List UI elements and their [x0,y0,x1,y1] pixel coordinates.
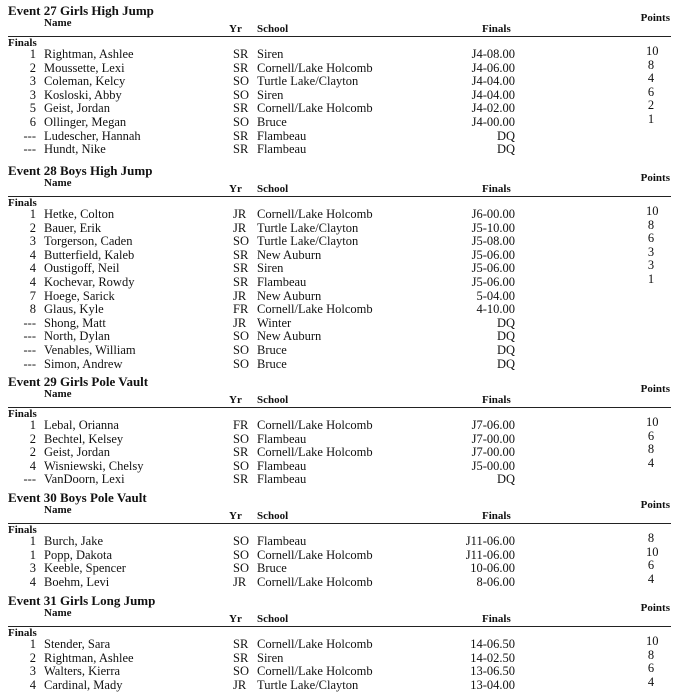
finals-mark: J11-06.00 [465,547,515,562]
place-cell: 4 [29,574,36,589]
header-divider [8,196,671,197]
place-cell: --- [23,142,36,157]
school-name: Cornell/Lake Holcomb [257,664,373,679]
header-divider [8,523,671,524]
place-cell: 4 [29,275,36,289]
school-name: Flambeau [257,431,307,446]
athlete-name: Geist, Jordan [44,445,110,460]
place-cell: --- [23,315,36,330]
header-divider [8,407,671,408]
header-divider [8,626,671,627]
points-value: 8 [647,57,655,72]
athlete-name: Keeble, Spencer [44,561,126,576]
points-value: 8 [647,531,655,545]
result-row [0,130,679,144]
school-name: Bruce [257,115,287,129]
column-header-school: School [257,613,289,625]
athlete-name: Kochevar, Rowdy [44,275,135,289]
event-title: Event 27 Girls High Jump [8,3,154,18]
school-name: Turtle Lake/Clayton [257,220,359,235]
place-cell: 5 [29,101,36,116]
place-cell: 4 [29,677,36,692]
points-value: 6 [647,84,655,99]
school-name: Cornell/Lake Holcomb [257,302,373,317]
athlete-name: Rightman, Ashlee [44,47,134,61]
column-header-school: School [257,183,289,195]
class-year: SR [233,101,249,116]
class-year: SR [233,47,249,61]
place-cell: 6 [29,115,36,129]
result-row [0,531,679,549]
athlete-name: Hundt, Nike [44,142,106,157]
athlete-name: Ludescher, Hannah [44,128,141,143]
place-cell: 2 [29,445,36,460]
finals-mark: J5-06.00 [471,247,515,262]
class-year: SO [233,356,249,371]
result-row [0,674,679,693]
finals-mark: J11-06.00 [465,534,515,548]
school-name: New Auburn [257,247,322,262]
finals-mark: J7-00.00 [471,431,515,446]
athlete-name: Moussette, Lexi [44,60,125,75]
athlete-name: Hetke, Colton [44,207,115,221]
school-name: Bruce [257,356,287,371]
athlete-name: Butterfield, Kaleb [44,247,135,262]
result-row [0,317,679,331]
column-header-name: Name [44,388,72,400]
column-header-name: Name [44,17,72,29]
athlete-name: Cardinal, Mady [44,677,123,692]
place-cell: 4 [29,261,36,276]
result-row [0,84,679,103]
place-cell: 1 [29,207,36,221]
column-header-name: Name [44,504,72,516]
finals-mark: 4-10.00 [476,302,515,317]
result-row [0,143,679,157]
column-header-points: Points [640,602,670,614]
result-row [0,71,679,89]
finals-mark: DQ [496,329,515,344]
column-header-yr: Yr [229,23,242,35]
place-cell: 4 [29,458,36,473]
finals-mark: J7-06.00 [471,418,515,432]
result-row [0,272,679,290]
column-header-finals: Finals [482,613,511,625]
finals-mark: J5-00.00 [471,458,515,473]
result-row [0,544,679,563]
header-divider [8,36,671,37]
place-cell: --- [23,472,36,487]
place-cell: 2 [29,650,36,665]
athlete-name: Glaus, Kyle [44,302,104,317]
round-label: Finals [8,408,37,420]
result-row [0,244,679,263]
column-header-finals: Finals [482,183,511,195]
athlete-name: Venables, William [44,343,136,357]
result-row [0,231,679,249]
finals-mark: J4-00.00 [471,115,515,129]
school-name: Bruce [257,561,287,576]
result-row [0,455,679,474]
result-row [0,558,679,576]
finals-mark: J4-02.00 [471,101,515,116]
result-row [0,303,679,317]
column-header-school: School [257,23,289,35]
result-row [0,57,679,76]
school-name: Cornell/Lake Holcomb [257,637,373,651]
class-year: SR [233,472,249,487]
school-name: Turtle Lake/Clayton [257,677,359,692]
points-value: 3 [647,244,655,259]
points-value: 4 [647,571,655,586]
class-year: JR [233,574,247,589]
school-name: Flambeau [257,128,307,143]
athlete-name: Torgerson, Caden [44,234,133,249]
place-cell: 1 [29,547,36,562]
athlete-name: Ollinger, Megan [44,115,127,129]
column-header-school: School [257,510,289,522]
athlete-name: Rightman, Ashlee [44,650,134,665]
school-name: Flambeau [257,534,307,548]
finals-mark: J4-04.00 [471,87,515,102]
place-cell: 3 [29,234,36,249]
class-year: JR [233,288,247,303]
class-year: SO [233,329,249,344]
class-year: JR [233,315,247,330]
place-cell: --- [23,356,36,371]
school-name: Cornell/Lake Holcomb [257,418,373,432]
column-header-finals: Finals [482,510,511,522]
points-value: 8 [647,217,655,232]
class-year: SO [233,115,249,129]
result-row [0,661,679,679]
finals-mark: J5-10.00 [471,220,515,235]
finals-mark: 13-04.00 [470,677,515,692]
result-row [0,473,679,487]
finals-mark: 14-02.50 [470,650,515,665]
place-cell: 1 [29,637,36,651]
finals-mark: J5-06.00 [471,261,515,276]
class-year: FR [233,302,249,317]
finals-mark: J7-00.00 [471,445,515,460]
class-year: SO [233,74,249,89]
points-value: 8 [647,442,655,457]
result-row [0,344,679,358]
school-name: Cornell/Lake Holcomb [257,101,373,116]
class-year: SO [233,87,249,102]
points-value: 2 [647,98,655,113]
points-value: 1 [647,112,655,126]
place-cell: 3 [29,561,36,576]
finals-mark: DQ [496,315,515,330]
points-value: 4 [647,455,655,470]
class-year: SO [233,343,249,357]
result-row [0,634,679,652]
points-value: 6 [647,558,655,573]
points-value: 10 [646,634,659,648]
place-cell: 7 [29,288,36,303]
place-cell: --- [23,128,36,143]
class-year: SR [233,637,249,651]
class-year: SO [233,234,249,249]
athlete-name: VanDoorn, Lexi [44,472,125,487]
school-name: Cornell/Lake Holcomb [257,207,373,221]
school-name: New Auburn [257,288,322,303]
school-name: Turtle Lake/Clayton [257,74,359,89]
athlete-name: Oustigoff, Neil [44,261,120,276]
result-row [0,647,679,666]
result-row [0,98,679,116]
event-title: Event 28 Boys High Jump [8,163,153,178]
finals-mark: DQ [496,356,515,371]
athlete-name: Bechtel, Kelsey [44,431,124,446]
class-year: JR [233,677,247,692]
column-header-yr: Yr [229,183,242,195]
finals-mark: 10-06.00 [470,561,515,576]
athlete-name: Hoege, Sarick [44,288,115,303]
school-name: Siren [257,650,284,665]
class-year: SR [233,445,249,460]
school-name: New Auburn [257,329,322,344]
points-value: 4 [647,674,655,689]
school-name: Cornell/Lake Holcomb [257,445,373,460]
athlete-name: Walters, Kierra [44,664,121,679]
points-value: 4 [647,71,655,86]
class-year: JR [233,207,247,221]
column-header-finals: Finals [482,394,511,406]
class-year: SR [233,60,249,75]
class-year: SR [233,128,249,143]
athlete-name: Lebal, Orianna [44,418,119,432]
class-year: SO [233,431,249,446]
result-row [0,290,679,304]
finals-mark: J6-00.00 [471,207,515,221]
column-header-points: Points [640,12,670,24]
points-value: 6 [647,231,655,246]
athlete-name: Wisniewski, Chelsy [44,458,144,473]
athlete-name: North, Dylan [44,329,110,344]
class-year: SO [233,664,249,679]
finals-mark: DQ [496,343,515,357]
result-row [0,330,679,344]
athlete-name: Burch, Jake [44,534,104,548]
class-year: SR [233,650,249,665]
column-header-name: Name [44,177,72,189]
finals-mark: 13-06.50 [470,664,515,679]
athlete-name: Boehm, Levi [44,574,110,589]
column-header-finals: Finals [482,23,511,35]
finals-mark: J4-06.00 [471,60,515,75]
place-cell: 1 [29,418,36,432]
event-title: Event 29 Girls Pole Vault [8,374,149,389]
place-cell: 4 [29,247,36,262]
result-row [0,217,679,236]
athlete-name: Popp, Dakota [44,547,113,562]
points-value: 10 [646,44,659,58]
finals-mark: 8-06.00 [476,574,515,589]
school-name: Siren [257,47,284,61]
points-value: 10 [646,204,659,218]
result-row [0,442,679,460]
points-value: 8 [647,647,655,662]
points-value: 1 [647,272,655,286]
class-year: SO [233,458,249,473]
athlete-name: Bauer, Erik [44,220,102,235]
column-header-points: Points [640,172,670,184]
finals-mark: DQ [496,472,515,487]
class-year: SO [233,534,249,548]
school-name: Flambeau [257,275,307,289]
school-name: Flambeau [257,142,307,157]
finals-mark: 5-04.00 [476,288,515,303]
school-name: Bruce [257,343,287,357]
school-name: Siren [257,87,284,102]
points-value: 6 [647,661,655,676]
athlete-name: Geist, Jordan [44,101,110,116]
class-year: FR [233,418,249,432]
finals-mark: J5-06.00 [471,275,515,289]
column-header-points: Points [640,499,670,511]
place-cell: 3 [29,87,36,102]
place-cell: 1 [29,47,36,61]
school-name: Cornell/Lake Holcomb [257,60,373,75]
athlete-name: Coleman, Kelcy [44,74,126,89]
finals-mark: 14-06.50 [470,637,515,651]
column-header-name: Name [44,607,72,619]
column-header-school: School [257,394,289,406]
athlete-name: Simon, Andrew [44,356,123,371]
class-year: SR [233,261,249,276]
round-label: Finals [8,37,37,49]
round-label: Finals [8,524,37,536]
class-year: SO [233,547,249,562]
event-title: Event 30 Boys Pole Vault [8,490,147,505]
finals-mark: J4-04.00 [471,74,515,89]
result-row [0,428,679,447]
points-value: 10 [646,415,659,429]
school-name: Cornell/Lake Holcomb [257,547,373,562]
school-name: Flambeau [257,472,307,487]
result-row [0,358,679,372]
class-year: SR [233,275,249,289]
place-cell: 3 [29,664,36,679]
place-cell: --- [23,329,36,344]
round-label: Finals [8,197,37,209]
athlete-name: Shong, Matt [44,315,106,330]
result-row [0,112,679,130]
place-cell: 3 [29,74,36,89]
class-year: JR [233,220,247,235]
place-cell: --- [23,343,36,357]
finals-mark: J4-08.00 [471,47,515,61]
column-header-yr: Yr [229,394,242,406]
school-name: Flambeau [257,458,307,473]
result-row [0,415,679,433]
athlete-name: Stender, Sara [44,637,111,651]
column-header-yr: Yr [229,510,242,522]
class-year: SR [233,142,249,157]
column-header-yr: Yr [229,613,242,625]
class-year: SO [233,561,249,576]
result-row [0,571,679,590]
school-name: Winter [257,315,292,330]
place-cell: 2 [29,60,36,75]
place-cell: 1 [29,534,36,548]
school-name: Cornell/Lake Holcomb [257,574,373,589]
school-name: Turtle Lake/Clayton [257,234,359,249]
finals-mark: DQ [496,128,515,143]
result-row [0,204,679,222]
place-cell: 2 [29,431,36,446]
finals-mark: J5-08.00 [471,234,515,249]
event-title: Event 31 Girls Long Jump [8,593,156,608]
column-header-points: Points [640,383,670,395]
place-cell: 2 [29,220,36,235]
place-cell: 8 [29,302,36,317]
round-label: Finals [8,627,37,639]
result-row [0,44,679,62]
points-value: 10 [646,544,659,559]
school-name: Siren [257,261,284,276]
result-row [0,258,679,276]
points-value: 6 [647,428,655,443]
points-value: 3 [647,258,655,273]
class-year: SR [233,247,249,262]
finals-mark: DQ [496,142,515,157]
athlete-name: Kosloski, Abby [44,87,122,102]
